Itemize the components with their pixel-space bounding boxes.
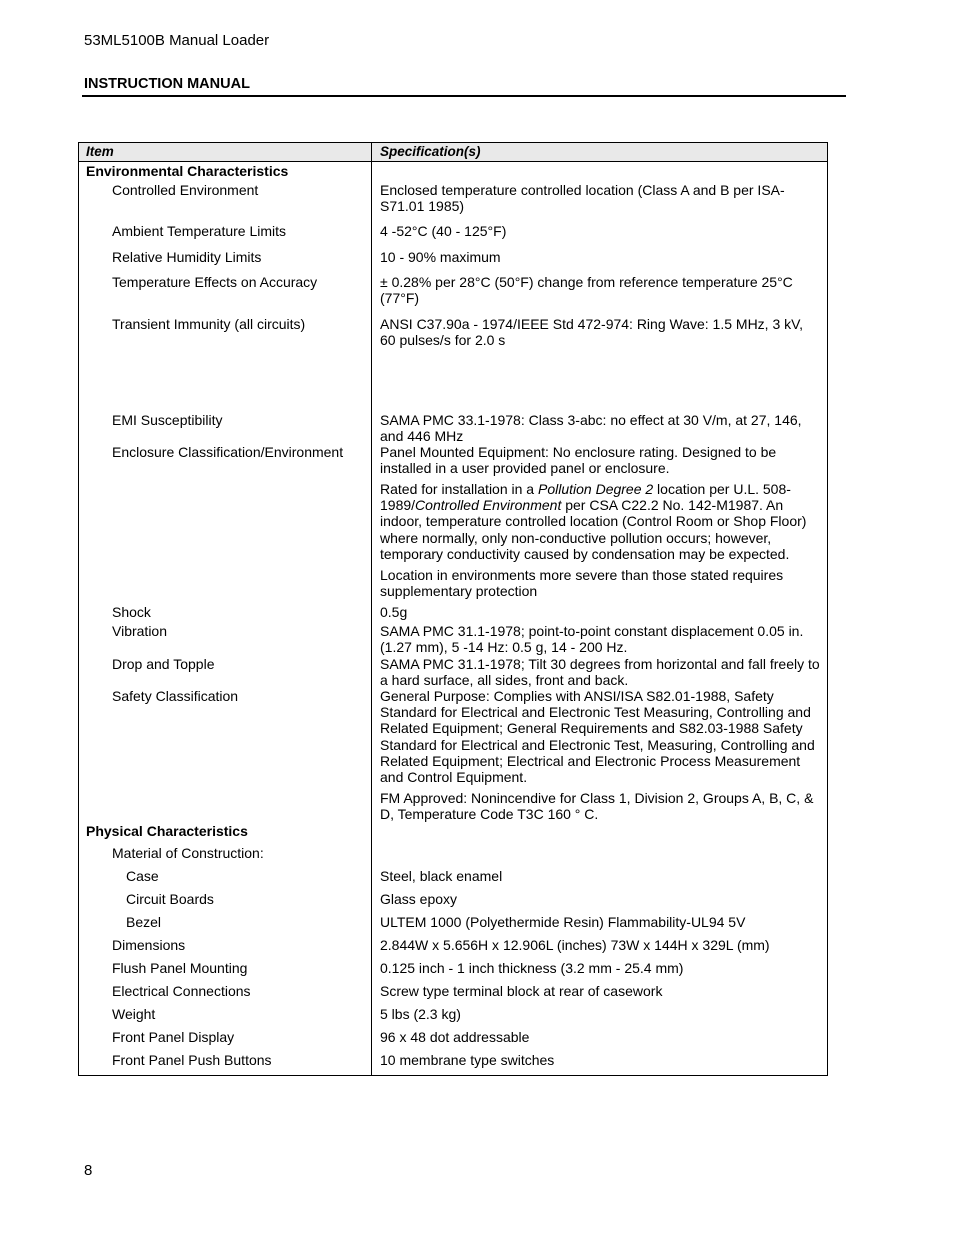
enclosure-spec-text-e: per CSA C22.2 No. 142-M1987. An indoor, temperature controlled location (Control Room or Shop Floor) where normally, only non-conductive pollution occurs; however, temporary conductivity caused by condensation may be expected.: [380, 497, 807, 562]
front-panel-display-item: Front Panel Display: [112, 1029, 235, 1045]
vibration-item: Vibration: [112, 623, 168, 639]
weight-spec: 5 lbs (2.3 kg): [380, 1006, 461, 1022]
flush-panel-mounting-spec: 0.125 inch - 1 inch thickness (3.2 mm - 25.4 mm): [380, 960, 684, 976]
case-spec: Steel, black enamel: [380, 868, 503, 884]
enclosure-spec-panel-mounted: Panel Mounted Equipment: No enclosure rating. Designed to be installed in a user provided panel or enclosure.: [380, 444, 777, 477]
specifications-table: [78, 142, 828, 1076]
enclosure-spec-supplementary: Location in environments more severe than those stated requires supplementary protection: [380, 567, 784, 600]
bezel-spec: ULTEM 1000 (Polyethermide Resin) Flammability-UL94 5V: [380, 914, 746, 930]
column-header-item: Item: [86, 144, 114, 159]
ambient-temperature-spec: 4 -52°C (40 - 125°F): [380, 223, 507, 239]
front-panel-push-buttons-item: Front Panel Push Buttons: [112, 1052, 272, 1068]
front-panel-display-spec: 96 x 48 dot addressable: [380, 1029, 530, 1045]
transient-immunity-spec: ANSI C37.90a - 1974/IEEE Std 472-974: Ring Wave: 1.5 MHz, 3 kV, 60 pulses/s for 2.0 s: [380, 316, 804, 349]
environmental-section-heading: Environmental Characteristics: [86, 163, 289, 179]
electrical-connections-spec: Screw type terminal block at rear of casework: [380, 983, 663, 999]
enclosure-spec-controlled-environment-term: Controlled Environment: [415, 497, 562, 514]
shock-spec: 0.5g: [380, 604, 408, 620]
enclosure-spec-pollution-degree: [380, 481, 820, 562]
safety-classification-item: Safety Classification: [112, 688, 239, 704]
emi-susceptibility-item: EMI Susceptibility: [112, 412, 223, 428]
relative-humidity-spec: 10 - 90% maximum: [380, 249, 501, 265]
controlled-environment-item: Controlled Environment: [112, 182, 259, 198]
weight-item: Weight: [112, 1006, 156, 1022]
column-header-specifications: Specification(s): [380, 144, 481, 159]
case-item: Case: [126, 868, 159, 884]
enclosure-spec-text-a: Rated for installation in a: [380, 481, 538, 497]
bezel-item: Bezel: [126, 914, 162, 930]
relative-humidity-item: Relative Humidity Limits: [112, 249, 262, 265]
dimensions-item: Dimensions: [112, 937, 186, 953]
page-number: 8: [84, 1162, 93, 1179]
electrical-connections-item: Electrical Connections: [112, 983, 251, 999]
enclosure-spec-pollution-degree-term: Pollution Degree 2: [537, 481, 654, 497]
controlled-environment-spec: Enclosed temperature controlled location (Class A and B per ISA-S71.01 1985): [380, 182, 785, 215]
shock-item: Shock: [112, 604, 151, 620]
safety-spec-general-purpose: General Purpose: Complies with ANSI/ISA S82.01-1988, Safety Standard for Electrical and Electronic Test Measuring, Controlling and Related Equipment; General Requirements and S82.03-1988 Safety Standard for Electrical and Electronic Test, Measuring, Controlling and Related Equipment; Electrical and Electronic Process Measurement and Control Equipment.: [380, 688, 815, 786]
drop-topple-item: Drop and Topple: [112, 656, 215, 672]
enclosure-classification-item: Enclosure Classification/Environment: [112, 444, 344, 460]
flush-panel-mounting-item: Flush Panel Mounting: [112, 960, 248, 976]
emi-susceptibility-spec: SAMA PMC 33.1-1978: Class 3-abc: no effect at 30 V/m, at 27, 146, and 446 MHz: [380, 412, 802, 445]
heading-rule: [82, 95, 846, 97]
front-panel-push-buttons-spec: 10 membrane type switches: [380, 1052, 555, 1068]
table-header-row: [79, 143, 827, 162]
document-title: 53ML5100B Manual Loader: [84, 32, 270, 49]
circuit-boards-spec: Glass epoxy: [380, 891, 458, 907]
safety-spec-fm-approved: FM Approved: Nonincendive for Class 1, Division 2, Groups A, B, C, & D, Temperature Code T3C 160 ° C.: [380, 790, 814, 823]
enclosure-spec-text-c: location per U.L. 508-1989/: [380, 481, 791, 514]
drop-topple-spec: SAMA PMC 31.1-1978; Tilt 30 degrees from horizontal and fall freely to a hard surface, all sides, front and back.: [380, 656, 820, 689]
dimensions-spec: 2.844W x 5.656H x 12.906L (inches) 73W x 144H x 329L (mm): [380, 937, 770, 953]
vibration-spec: SAMA PMC 31.1-1978; point-to-point constant displacement 0.05 in. (1.27 mm), 5 -14 Hz: 0.5 g, 14 - 200 Hz.: [380, 623, 804, 656]
circuit-boards-item: Circuit Boards: [126, 891, 214, 907]
temperature-effects-spec: ± 0.28% per 28°C (50°F) change from reference temperature 25°C (77°F): [380, 274, 793, 307]
temperature-effects-item: Temperature Effects on Accuracy: [112, 274, 318, 290]
physical-section-heading: Physical Characteristics: [86, 823, 248, 839]
material-construction-item: Material of Construction:: [112, 845, 264, 861]
transient-immunity-item: Transient Immunity (all circuits): [112, 316, 306, 332]
ambient-temperature-item: Ambient Temperature Limits: [112, 223, 287, 239]
section-heading: INSTRUCTION MANUAL: [84, 76, 250, 92]
column-divider: [371, 143, 372, 1075]
